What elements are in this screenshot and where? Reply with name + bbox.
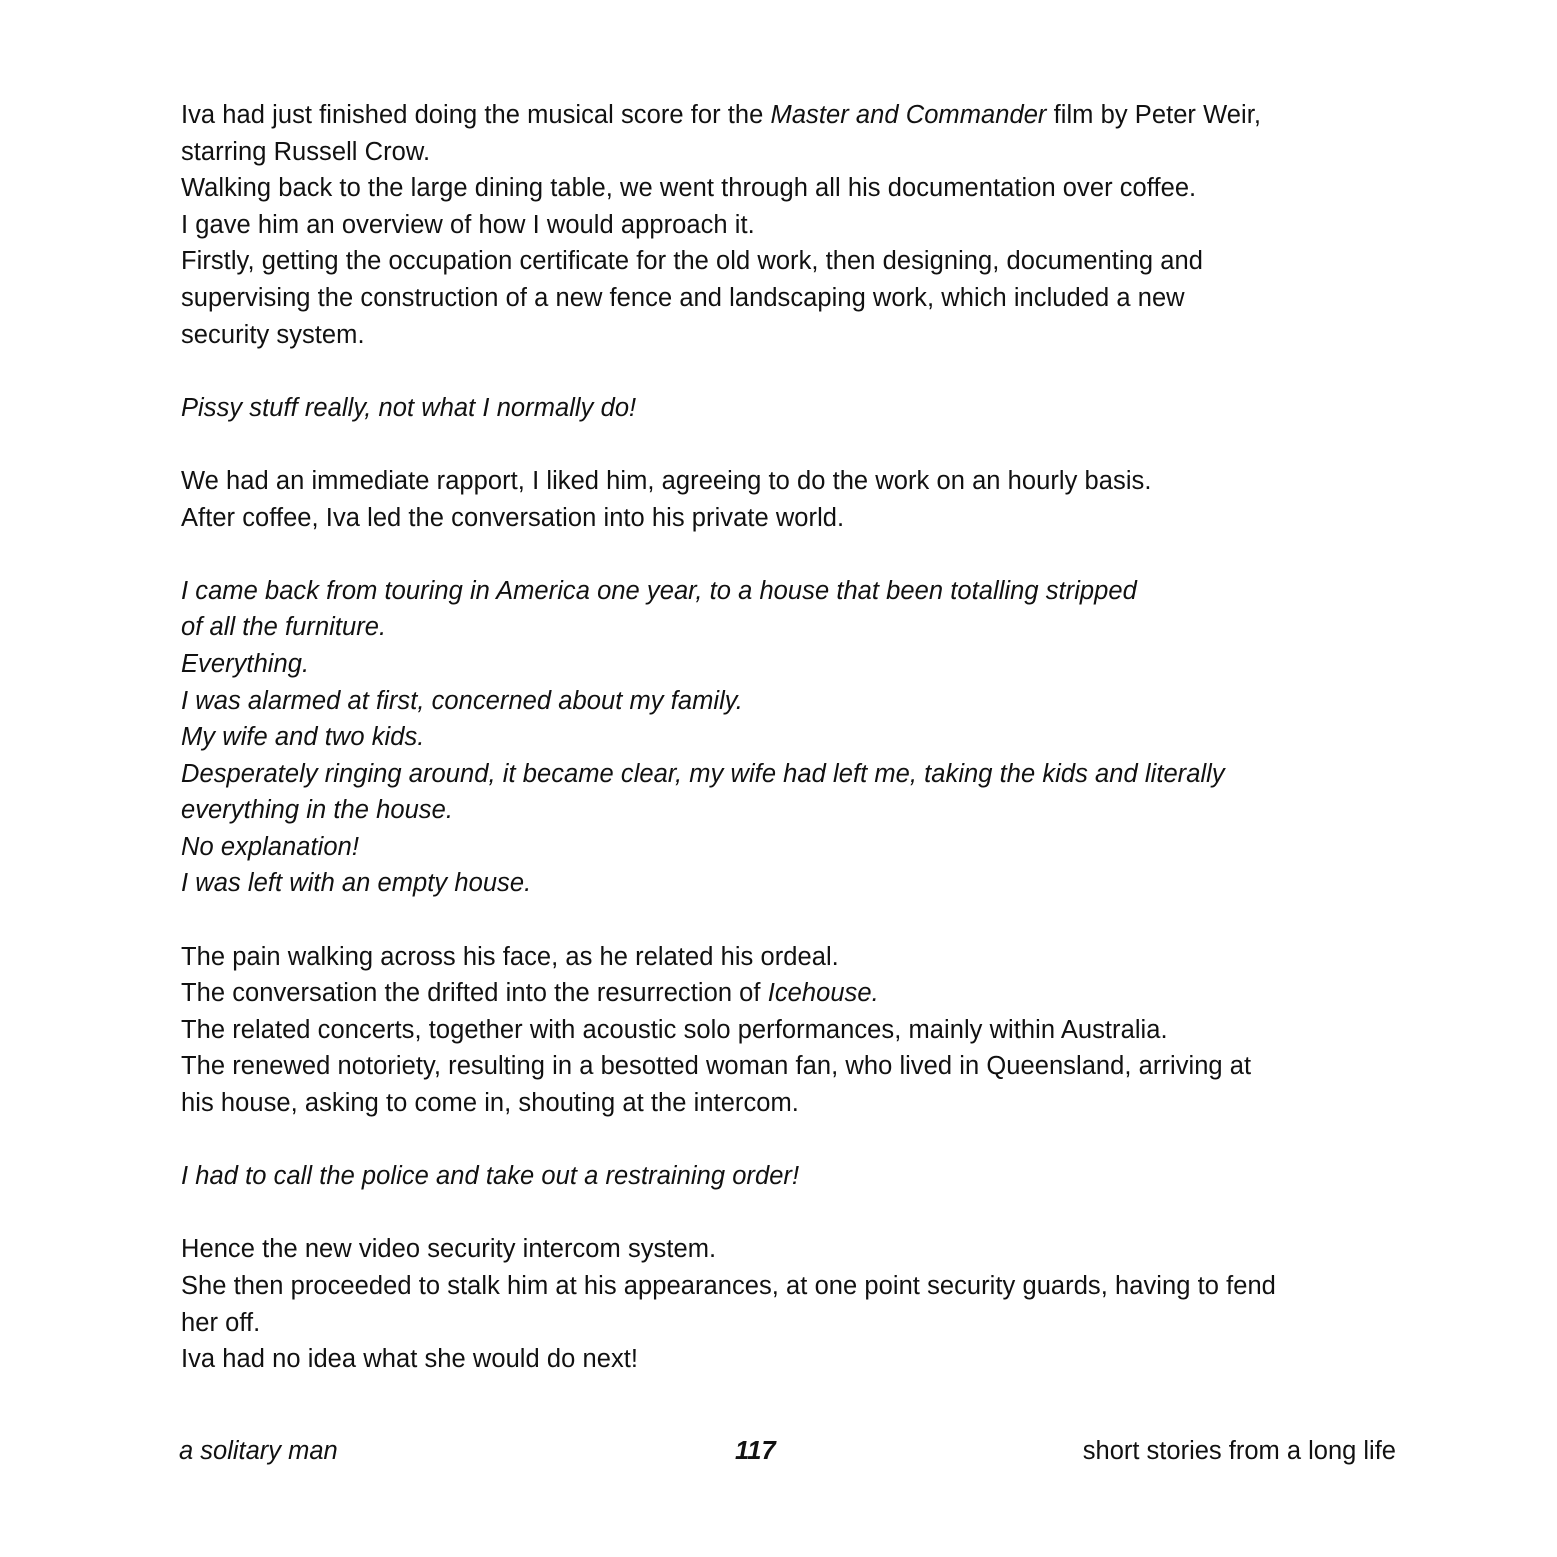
- film-title: Master and Commander: [770, 101, 1047, 129]
- quote-line: Everything.: [181, 649, 310, 678]
- text-line: The related concerts, together with acoustic solo performances, mainly within Australia.: [181, 1015, 1168, 1044]
- quote-line: everything in the house.: [181, 796, 453, 825]
- text-line: I gave him an overview of how I would approach it.: [181, 210, 755, 239]
- paragraph-gap: [181, 1195, 1396, 1232]
- book-subtitle: short stories from a long life: [1082, 1437, 1396, 1465]
- text-line: his house, asking to come in, shouting at the intercom.: [181, 1089, 799, 1118]
- text-line: Firstly, getting the occupation certificate for the old work, then designing, documenting and: [181, 247, 1203, 276]
- text-line: [181, 975, 1396, 1012]
- band-name: Icehouse.: [767, 979, 879, 1008]
- page-number: 117: [735, 1437, 776, 1465]
- page-footer: [179, 1434, 1396, 1468]
- quote-line: I was alarmed at first, concerned about my family.: [181, 686, 743, 715]
- text-line: She then proceeded to stalk him at his appearances, at one point security guards, having to fend: [181, 1272, 1276, 1300]
- text-span: Iva had just finished doing the musical score for the: [181, 101, 771, 129]
- text-line: The pain walking across his face, as he related his ordeal.: [181, 942, 839, 971]
- page-body: [181, 97, 1396, 1378]
- text-line: her off.: [181, 1308, 261, 1337]
- text-line: Hence the new video security intercom system.: [181, 1235, 717, 1264]
- quote-line: I came back from touring in America one year, to a house that been totalling stripped: [181, 576, 1137, 605]
- text-line: The renewed notoriety, resulting in a besotted woman fan, who lived in Queensland, arriving at: [181, 1052, 1252, 1081]
- book-title: a solitary man: [179, 1437, 338, 1465]
- paragraph-gap: [181, 902, 1396, 939]
- quote-line: Desperately ringing around, it became clear, my wife had left me, taking the kids and literally: [181, 759, 1225, 788]
- text-line: supervising the construction of a new fence and landscaping work, which included a new: [181, 283, 1185, 312]
- text-line: We had an immediate rapport, I liked him, agreeing to do the work on an hourly basis.: [181, 466, 1152, 495]
- text-line: starring Russell Crow.: [181, 137, 431, 166]
- text-line: security system.: [181, 320, 365, 349]
- quote-line: I had to call the police and take out a restraining order!: [181, 1162, 800, 1191]
- paragraph-gap: [181, 426, 1396, 463]
- text-span: film by Peter Weir,: [1046, 101, 1261, 129]
- paragraph-gap: [181, 536, 1396, 573]
- paragraph-gap: [181, 353, 1396, 390]
- text-line: After coffee, Iva led the conversation into his private world.: [181, 503, 845, 532]
- quote-line: My wife and two kids.: [181, 723, 425, 752]
- text-span: The conversation the drifted into the resurrection of: [181, 979, 768, 1008]
- quote-line: Pissy stuff really, not what I normally do!: [181, 393, 637, 422]
- quote-line: of all the furniture.: [181, 613, 387, 642]
- text-line: Walking back to the large dining table, we went through all his documentation over coffee.: [181, 174, 1197, 203]
- text-line: [181, 97, 1396, 134]
- text-line: Iva had no idea what she would do next!: [181, 1345, 639, 1374]
- quote-line: I was left with an empty house.: [181, 869, 532, 898]
- quote-line: No explanation!: [181, 832, 359, 861]
- paragraph-gap: [181, 1122, 1396, 1159]
